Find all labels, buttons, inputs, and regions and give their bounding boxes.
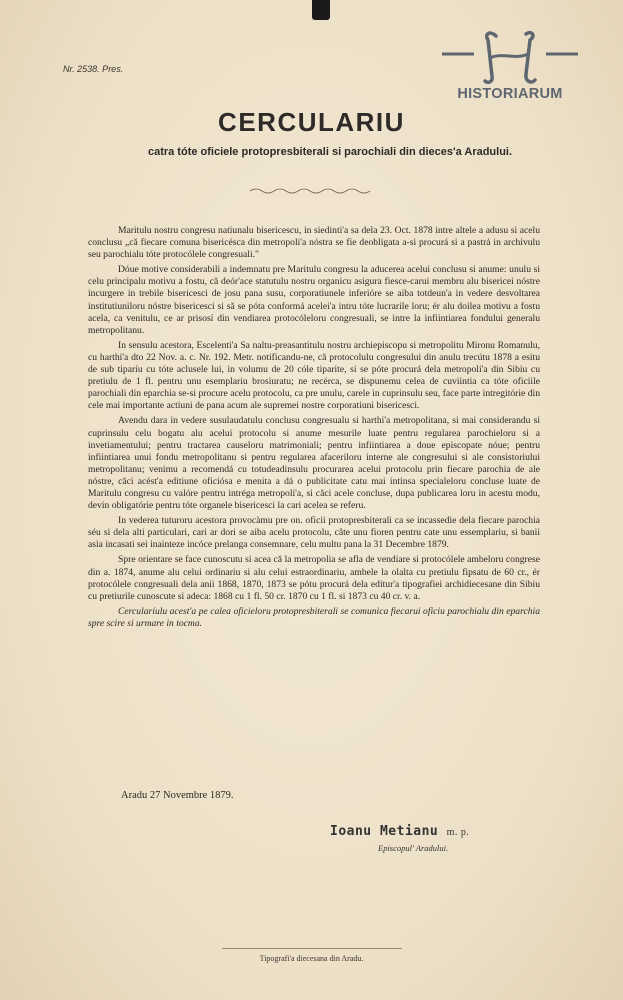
signature-title: Episcopul' Aradului.	[378, 843, 449, 853]
body-paragraph: In vederea tuturoru acestora provocàmu pre on. oficii protopresbiterali ca se incassedie dela fiecare parochia séu si dela alti particulari, cari ar dori se aiba acelu protocolu, câte unu fioren pentru cate unu essemplariu, si banii asia incasati sei inainteze incóce prelanga consemnare, celu multu pana la 31 Decembre 1879.	[88, 515, 540, 551]
h-monogram-icon	[440, 26, 580, 86]
document-body	[88, 225, 540, 633]
printer-footer: Tipografi'a diecesana din Aradu.	[259, 954, 364, 963]
closing-paragraph: Cercularíulu acest'a pe calea oficieloru protopresbiterali se comunica fiecarui oficiu parochialu din eparchia spre scire si urmare in tocma.	[88, 605, 540, 629]
body-paragraph: Maritulu nostru congresu natiunalu bisericescu, in siedinti'a sa dela 23. Oct. 1878 intre altele a adusu si acelu conclusu „că fiecare comuna bisericésca din metropoli'a nóstra se fie deobligata a-si procurá si a pastrá in archivulu seu parochialu tóte protocólele congresuali."	[88, 225, 540, 261]
binder-clip	[312, 0, 330, 20]
ornament-divider	[248, 187, 376, 195]
body-paragraph: Spre orientare se face cunoscutu si acea că la metropolia se afla de vendiare si protocólele ambeloru congrese din a. 1874, anume alu celui ordinariu si alu celui estraordinariu, ambele la olalta cu pretiulu fipsatu de 60 cr., ér protocólele congresuali dela anii 1868, 1870, 1873 se pótu procurá dela editur'a tipografiei archidiecesane din Sibiu cu pretiurile cunoscute si adeca: 1868 cu 1 fl. 50 cr. 1870 cu 1 fl. si 1873 cu 40 cr. v. a.	[88, 554, 540, 602]
watermark-logo	[440, 26, 580, 106]
document-number: Nr. 2538. Pres.	[63, 64, 124, 74]
logo-text: HISTORIARUM	[457, 86, 563, 102]
body-paragraph: Dóue motive considerabili a indemnatu pre Maritulu congresu la aducerea acelui conclusu si anume: unulu si celu principalu motivu a fostu, că deór'ace statutulu nostru organicu asigura fiesce-carui membru alu bisericei nóstre incurgere in trebile bisericesci de josu pana susu, corporatiunele inferióre se aiba totdeun'a in vedere desvoltarea institutiuniloru nóstre bisericesci si să se póta conformá acelei'a intru tóte lucrarile loru; ér alu doilea motivu a fostu acela, ca venitulu, ce ar prisosí din vendiarea protocóleloru congresuali, se intre la infiintiarea fondului generalu metropolitanu.	[88, 264, 540, 336]
body-paragraph: Avendu dara in vedere susulaudatulu conclusu congresualu si harthi'a metropolitana, si mai considerandu si cuprinsulu celu bogatu alu acelui protocolu si anume mesurile luate pentru regularea parochieloru si a invetiamentului; pentru tractarea causeloru matrimoniali; pentru infiintiarea a doue episcopate nóue; pentru infiintiarea unui fondu metropolitanu si pentru regularea afaceriloru interne ale congresului si ale consistoriului metropolitanu; venimu a recomendá cu totudeadinsulu procurarea acelui protocolu prin fiecare parochia de ale nóstre, căci acést'a editiune oficiósa e menita a dá o publicitate catu mai intinsa specialeloru concluse luate de Maritulu congresu cu valóre pentru intréga metropoli'a, si căci acele concluse, dupa publicarea loru in acestu modu, devin obligatórie pentru tóte organele bisericesci la cari acelea se referu.	[88, 415, 540, 512]
document-date: Aradu 27 Novembre 1879.	[121, 790, 234, 801]
body-paragraph: In sensulu acestora, Escelenti'a Sa naltu-preasantitulu nostru archiepiscopu si metropolitu Mironu Romanulu, cu harthi'a dto 22 Nov. a. c. Nr. 192. Metr. notificandu-ne, că protocolulu congresului din anulu trecútu 1878 a esitu de sub tiparíu cu tóte aclusele lui, in volumu de 20 cóle tiparite, si se póte procurá dela metropoli'a din Sibiu cu pretiulu de 1 fl. pentru unu esemplariu brosiuratu; ne recérca, se dispunemu celea de cuviintia ca tóte oficiile parochiali din eparchia se-si procure acelu protocolu, ca pre unulu, carele in cuprinsulu seu, face parte intregitórie din cele mai importante actiuni de pana acum ale supremei nostre corporatiuni bisericesci.	[88, 339, 540, 412]
signature-suffix: m. p.	[446, 827, 470, 838]
document-title: CERCULARIU	[218, 107, 405, 137]
document-subtitle: catra tóte oficiele protopresbiterali si parochiali din dieces'a Aradului.	[147, 146, 513, 158]
signature-name: Ioanu Metianu	[330, 824, 439, 839]
signature	[330, 824, 469, 839]
footer-divider	[222, 948, 402, 949]
